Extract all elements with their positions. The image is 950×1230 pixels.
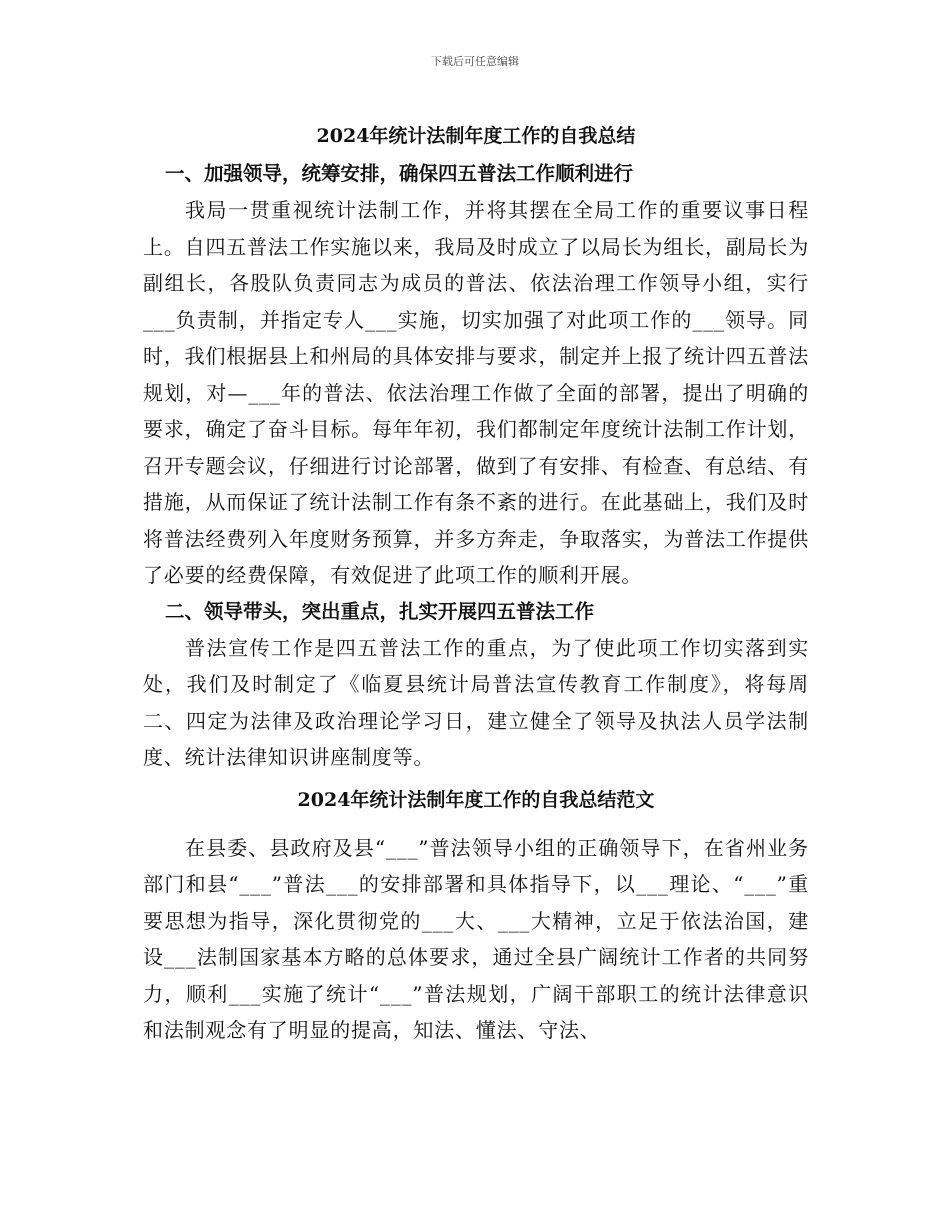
second-document-paragraph: 在县委、县政府及县“___”普法领导小组的正确领导下，在省州业务部门和县“___”普法___的安排部署和具体指导下，以___理论、“___”重要思想为指导，深化贯彻党的___大、___大精神，立足于依法治国，建设___法制国家基本方略的总体要求，通过全县广阔统计工作者的共同努力，顺利___实施了统计“___”普法规划，广阔干部职工的统计法律意识和法制观念有了明显的提高，知法、懂法、守法、 <box>143 835 809 1042</box>
page-header: 下载后可任意编辑 <box>431 55 519 68</box>
section-paragraph-1: 我局一贯重视统计法制工作，并将其摆在全局工作的重要议事日程上。自四五普法工作实施以来，我局及时成立了以局长为组长，副局长为副组长，各股队负责同志为成员的普法、依法治理工作领导小组，实行___负责制，并指定专人___实施，切实加强了对此项工作的___领导。同时，我们根据县上和州局的具体安排与要求，制定并上报了统计四五普法规划，对—___年的普法、依法治理工作做了全面的部署，提出了明确的要求，确定了奋斗目标。每年年初，我们都制定年度统计法制工作计划，召开专题会议，仔细进行讨论部署，做到了有安排、有检查、有总结、有措施，从而保证了统计法制工作有条不紊的进行。在此基础上，我们及时将普法经费列入年度财务预算，并多方奔走，争取落实，为普法工作提供了必要的经费保障，有效促进了此项工作的顺利开展。 <box>143 198 809 587</box>
section-heading-1: 一、加强领导，统筹安排，确保四五普法工作顺利进行 <box>165 162 634 185</box>
document-title: 2024年统计法制年度工作的自我总结 <box>316 125 636 147</box>
second-document-title: 2024年统计法制年度工作的自我总结范文 <box>297 788 655 811</box>
document-body <box>143 118 809 1049</box>
section-paragraph-2: 普法宣传工作是四五普法工作的重点，为了使此项工作切实落到实处，我们及时制定了《临夏县统计局普法宣传教育工作制度》，将每周二、四定为法律及政治理论学习日，建立健全了领导及执法人员学法制度、统计法律知识讲座制度等。 <box>143 635 809 769</box>
section-heading-2: 二、领导带头，突出重点，扎实开展四五普法工作 <box>165 599 595 623</box>
